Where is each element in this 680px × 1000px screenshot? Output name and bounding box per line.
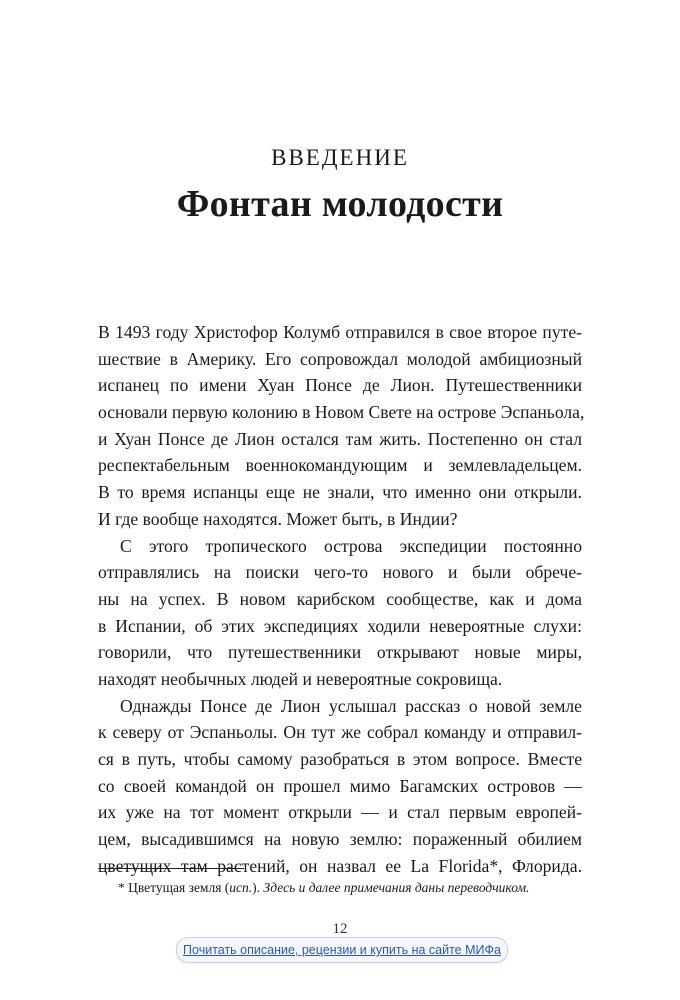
body-text xyxy=(98,319,585,879)
buy-link-banner[interactable]: Почитать описание, рецензии и купить на сайте МИФа xyxy=(176,937,508,963)
page-number: 12 xyxy=(332,921,348,937)
text-line: и Хуан Понсе де Лион остался там жить. Постепенно он стал xyxy=(98,428,582,449)
text-line: ны на успех. В новом карибском сообществе, как и дома xyxy=(98,588,582,609)
text-line: ся в путь, чтобы самому разобраться в этом вопросе. Вместе xyxy=(98,749,582,769)
text-line: отправлялись на поиски чего-то нового и были обрече- xyxy=(98,562,582,583)
footnote xyxy=(118,878,588,898)
footnote-marker: * Цветущая земля ( xyxy=(118,880,230,895)
text-line: В то время испанцы еще не знали, что именно они открыли. xyxy=(98,482,582,503)
text-line: С этого тропического острова экспедиции постоянно xyxy=(120,535,582,556)
text-line: со своей командой он прошел мимо Багамских островов — xyxy=(98,775,582,796)
footnote-lang: исп. xyxy=(229,880,253,895)
text-line: цем, высадившимся на новую землю: пораженный обилием xyxy=(98,829,582,850)
footnote-divider xyxy=(98,868,244,869)
text-line: И где вообще находятся. Может быть, в Индии? xyxy=(98,508,458,529)
text-line: цветущих там растений, он назвал ее La Florida*, Флорида. xyxy=(98,855,582,876)
text-line: респектабельным военнокомандующим и землевладельцем. xyxy=(98,455,582,476)
text-line: шествие в Америку. Его сопровождал молодой амбициозный xyxy=(98,348,582,369)
footnote-after-lang: ). xyxy=(252,880,264,895)
chapter-label: ВВЕДЕНИЕ xyxy=(271,145,409,170)
text-line: В 1493 году Христофор Колумб отправился в свое второе путе- xyxy=(98,322,582,342)
text-line: находят необычных людей и невероятные сокровища. xyxy=(98,668,503,689)
footnote-note: Здесь и далее примечания даны переводчиком. xyxy=(263,880,530,895)
text-line: испанец по имени Хуан Понсе де Лион. Путешественники xyxy=(98,375,582,396)
chapter-title: Фонтан молодости xyxy=(176,183,504,225)
text-line: их уже на тот момент открыли — и стал первым европей- xyxy=(98,802,582,823)
text-line: основали первую колонию в Новом Свете на острове Эспаньола, xyxy=(98,402,585,423)
text-line: Однажды Понсе де Лион услышал рассказ о новой земле xyxy=(120,695,582,716)
text-line: в Испании, об этих экспедициях ходили невероятные слухи: xyxy=(98,615,582,636)
text-line: говорили, что путешественники открывают новые миры, xyxy=(98,642,582,663)
text-line: к северу от Эспаньолы. Он тут же собрал команду и отправил- xyxy=(98,722,582,743)
